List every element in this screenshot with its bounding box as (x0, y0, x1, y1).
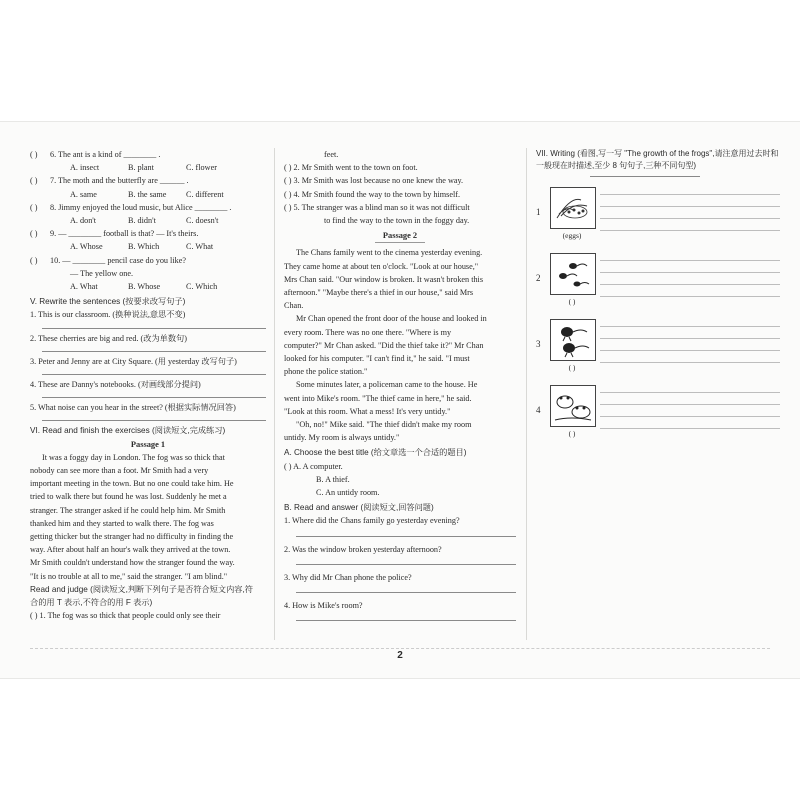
judge-item-continuation: to find the way to the town in the foggy day. (324, 216, 470, 226)
picture-number: 1 (536, 207, 541, 217)
rewrite-item: 5. What noise can you hear in the street? (根据实际情况回答) (30, 403, 236, 413)
picture-caption[interactable]: ( ) (568, 297, 576, 306)
picture-caption[interactable]: (eggs) (562, 231, 582, 240)
question: 1. Where did the Chans family go yesterday evening? (284, 516, 460, 526)
rewrite-item: 3. Peter and Jenny are at City Square. (用 yesterday 改写句子) (30, 356, 237, 366)
passage-line: way. After about half an hour's walk they arrived at the town. (30, 545, 231, 555)
question-item (30, 227, 266, 240)
judge-item[interactable]: ( ) 4. Mr Smith found the way to the town by himself. (284, 189, 461, 199)
answer-bracket[interactable]: ( ) (30, 202, 38, 212)
answer-option[interactable]: B. plant (128, 163, 154, 173)
answer-options (30, 188, 266, 201)
passage-line: "Oh, no!" Mike said. "The thief didn't make my room (296, 420, 472, 430)
question-text: 8. Jimmy enjoyed the loud music, but Alice ________ . (50, 202, 232, 212)
title-blank-line[interactable] (590, 176, 700, 177)
answer-options (30, 280, 266, 293)
tadpoles-legs-icon (550, 319, 596, 361)
picture-number: 2 (536, 273, 541, 283)
answer-option[interactable]: B. Whose (128, 282, 161, 292)
answer-bracket[interactable]: ( ) (30, 176, 38, 186)
passage-line: Some minutes later, a policeman came to the house. He (296, 380, 478, 390)
question: 2. Was the window broken yesterday afternoon? (284, 544, 442, 554)
question-item (30, 174, 266, 187)
passage-line: It was a foggy day in London. The fog was so thick that (42, 452, 225, 462)
rewrite-item: 1. This is our classroom. (换种说法,意思不变) (30, 310, 186, 320)
answer-bracket[interactable]: ( ) (30, 150, 38, 159)
passage-line: went into Mike's room. "The thief came in here," he said. (284, 393, 472, 403)
read-and-answer-instructions: B. Read and answer (阅读短文,回答问题) (284, 503, 434, 513)
passage-1-title: Passage 1 (130, 439, 166, 449)
question: 4. How is Mike's room? (284, 601, 363, 611)
answer-option[interactable]: A. What (70, 282, 98, 292)
passage-line: untidy. My room is always untidy." (284, 433, 400, 443)
section-6-title: VI. Read and finish the exercises (阅读短文,完成练习) (30, 426, 226, 436)
answer-line[interactable] (296, 620, 516, 621)
picture-number: 3 (536, 339, 541, 349)
question-item (30, 254, 266, 267)
writing-lines[interactable] (600, 249, 780, 297)
picture-row-3 (536, 315, 782, 381)
question-text: 6. The ant is a kind of ________ . (50, 150, 161, 159)
judge-item-continuation: feet. (324, 150, 339, 159)
rewrite-list (30, 308, 266, 421)
writing-lines[interactable] (600, 315, 780, 363)
choose-title-instructions: A. Choose the best title (给文章选一个合适的题目) (284, 448, 467, 458)
picture-row-4 (536, 381, 782, 447)
read-and-judge-instructions (30, 583, 266, 609)
picture-caption[interactable]: ( ) (568, 429, 576, 438)
answer-bracket[interactable]: ( ) (30, 229, 38, 239)
passage-line: tried to walk there but found he was lost. Suddenly he met a (30, 492, 227, 502)
frog-eggs-icon (550, 187, 596, 229)
passage-line: The Chans family went to the cinema yesterday evening. (296, 248, 483, 258)
passage-2-text (284, 246, 516, 444)
answer-option[interactable]: A. same (70, 189, 97, 199)
question-text: 10. — ________ pencil case do you like? (50, 255, 186, 265)
judge-item: ( ) 1. The fog was so thick that people could only see their (30, 611, 221, 621)
passage-line: getting thicker but the stranger had no difficulty in finding the (30, 532, 234, 542)
passage-line: Chan. (284, 301, 304, 311)
writing-lines[interactable] (600, 183, 780, 231)
answer-line[interactable] (42, 374, 266, 375)
passage-line: Mr Chan opened the front door of the house and looked in (296, 314, 487, 324)
passage-line: computer?" Mr Chan asked. "Did the thief take it?" Mr Chan (284, 340, 484, 350)
column-divider (274, 148, 275, 640)
answer-line[interactable] (42, 397, 266, 398)
answer-option[interactable]: A. insect (70, 163, 100, 173)
section-5-title: V. Rewrite the sentences (按要求改写句子) (30, 297, 186, 307)
rewrite-item: 4. These are Danny's notebooks. (对画线部分提问) (30, 380, 201, 390)
frogs-icon (550, 385, 596, 427)
answer-options (30, 161, 266, 174)
answer-option[interactable]: C. Which (186, 282, 218, 292)
passage-line: nobody can see more than a foot. Mr Smith had a very (30, 466, 209, 476)
section-7-title: VII. Writing (看图,写一写 "The growth of the frogs",请注意用过去时和一般现在时描述,至少 8 句句子,三种不同句型) (536, 149, 779, 170)
answer-option[interactable]: B. Which (128, 242, 160, 252)
passage-line: Mrs Chan said. "Our window is broken. It wasn't broken this (284, 274, 484, 284)
answer-line[interactable] (296, 564, 516, 565)
answer-option[interactable]: C. What (186, 242, 214, 252)
picture-row-1 (536, 183, 782, 249)
footer-divider (30, 648, 770, 649)
question-item (30, 201, 266, 214)
judge-item[interactable]: ( ) 3. Mr Smith was lost because no one knew the way. (284, 176, 464, 186)
passage-line: phone the police station." (284, 367, 368, 377)
answer-option[interactable]: A. don't (70, 216, 97, 226)
picture-caption[interactable]: ( ) (568, 363, 576, 372)
passage-line: stranger. The stranger asked if he could help him. Mr Smith (30, 505, 226, 515)
title-underline (375, 242, 425, 243)
right-column (536, 148, 782, 447)
answer-line[interactable] (42, 351, 266, 352)
answer-line[interactable] (296, 536, 516, 537)
answer-bracket[interactable]: ( ) (30, 255, 38, 265)
judge-item[interactable]: ( ) 5. The stranger was a blind man so it was not difficult (284, 202, 470, 212)
question-text: 7. The moth and the butterfly are ______ . (50, 176, 189, 186)
passage-line: "Look at this room. What a mess! It's very untidy." (284, 406, 451, 416)
multiple-choice-items (30, 148, 266, 293)
passage-line: Mr Smith couldn't understand how the stranger found the way. (30, 558, 235, 568)
answer-line[interactable] (42, 420, 266, 421)
instruction-line: Read and judge (阅读短文,判断下列句子是否符合短文内容,符 (30, 584, 253, 594)
passage-line: looked for his computer. "I can't find it," he said. "I must (284, 354, 470, 364)
answer-line[interactable] (42, 328, 266, 329)
judge-items (284, 161, 516, 214)
picture-number: 4 (536, 405, 541, 415)
passage-line: "It is no trouble at all to me," said the stranger. "I am blind." (30, 571, 228, 581)
writing-lines[interactable] (600, 381, 780, 429)
judge-item[interactable]: ( ) 2. Mr Smith went to the town on foot. (284, 163, 418, 173)
passage-line: afternoon." "Maybe there's a thief in our house," said Mrs (284, 288, 474, 298)
passage-line: They came home at about ten o'clock. "Look at our house," (284, 261, 479, 271)
choose-option[interactable]: C. An untidy room. (316, 488, 380, 498)
passage-1-text (30, 451, 266, 583)
rewrite-item: 2. These cherries are big and red. (改为单数句) (30, 333, 187, 343)
answer-option[interactable]: A. Whose (70, 242, 103, 252)
answer-options (30, 214, 266, 227)
passage-line: every room. There was no one there. "Where is my (284, 327, 452, 337)
question-subtext: — The yellow one. (70, 268, 134, 278)
tadpoles-icon (550, 253, 596, 295)
answer-option[interactable]: B. didn't (128, 216, 156, 226)
answer-options (30, 240, 266, 253)
question-item (30, 148, 266, 161)
answer-line[interactable] (296, 592, 516, 593)
answer-option[interactable]: C. doesn't (186, 216, 219, 226)
passage-line: important meeting in the town. But no one could take him. He (30, 479, 234, 489)
answer-option[interactable]: C. different (186, 189, 224, 199)
question-text: 9. — ________ football is that? — It's theirs. (50, 229, 199, 239)
middle-column (284, 148, 516, 624)
page-number: 2 (397, 650, 403, 661)
instruction-line: 合的用 T 表示,不符合的用 F 表示) (30, 598, 153, 608)
choose-option[interactable]: ( ) A. A computer. (284, 461, 343, 471)
question: 3. Why did Mr Chan phone the police? (284, 572, 412, 582)
picture-row-2 (536, 249, 782, 315)
passage-line: thanked him and they started to walk there. The fog was (30, 518, 214, 528)
column-divider (526, 148, 527, 640)
left-column (30, 148, 266, 623)
choose-option[interactable]: B. A thief. (316, 474, 350, 484)
answer-option[interactable]: B. the same (128, 189, 167, 199)
answer-option[interactable]: C. flower (186, 163, 217, 173)
passage-2-title: Passage 2 (382, 231, 418, 241)
